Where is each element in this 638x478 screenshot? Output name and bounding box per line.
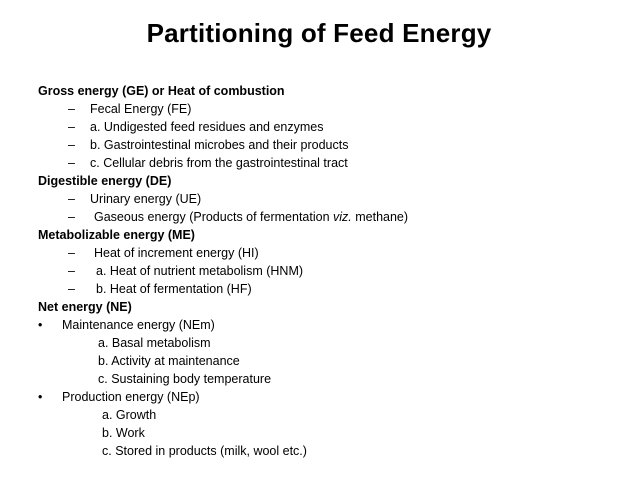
dash-marker: – [68, 246, 75, 260]
item-text: b. Activity at maintenance [98, 354, 240, 368]
item-text: a. Growth [102, 408, 157, 422]
item-text: c. Stored in products (milk, wool etc.) [102, 444, 307, 458]
dash-marker: – [68, 138, 75, 152]
bullet-marker: • [38, 318, 43, 332]
item-text: Fecal Energy (FE) [90, 102, 192, 116]
gaseous-text-italic: viz. [333, 210, 352, 224]
list-item-gaseous-energy [38, 208, 618, 226]
item-text: a. Heat of nutrient metabolism (HNM) [96, 264, 304, 278]
item-text: Production energy (NEp) [62, 390, 200, 404]
item-text: c. Cellular debris from the gastrointestinal tract [90, 156, 348, 170]
list-item-stored-products [38, 442, 618, 460]
list-item-production-energy [38, 388, 618, 406]
dash-marker: – [68, 210, 75, 224]
energy-outline [38, 82, 618, 460]
item-text: b. Work [102, 426, 145, 440]
dash-marker: – [68, 156, 75, 170]
list-item-basal-metabolism [38, 334, 618, 352]
item-text: Urinary energy (UE) [90, 192, 202, 206]
list-item-activity-maintenance [38, 352, 618, 370]
list-item-heat-nutrient-metabolism [38, 262, 618, 280]
list-item-heat-increment [38, 244, 618, 262]
list-item-maintenance-energy [38, 316, 618, 334]
dash-marker: – [68, 102, 75, 116]
dash-marker: – [68, 192, 75, 206]
dash-marker: – [68, 120, 75, 134]
page-title: Partitioning of Feed Energy [146, 18, 492, 48]
heading-net-energy: Net energy (NE) [38, 300, 132, 314]
heading-digestible-energy: Digestible energy (DE) [38, 174, 172, 188]
gaseous-text-post: methane) [351, 210, 409, 224]
dash-marker: – [68, 264, 75, 278]
item-text: Maintenance energy (NEm) [62, 318, 215, 332]
list-item-fecal-energy [38, 100, 618, 118]
item-text: a. Undigested feed residues and enzymes [90, 120, 324, 134]
list-item-body-temperature [38, 370, 618, 388]
item-text: b. Heat of fermentation (HF) [96, 282, 252, 296]
item-text: Heat of increment energy (HI) [94, 246, 259, 260]
heading-metabolizable-energy: Metabolizable energy (ME) [38, 228, 195, 242]
list-item-undigested-residues [38, 118, 618, 136]
dash-marker: – [68, 282, 75, 296]
item-text: b. Gastrointestinal microbes and their products [90, 138, 349, 152]
list-item-cellular-debris [38, 154, 618, 172]
heading-gross-energy: Gross energy (GE) or Heat of combustion [38, 84, 285, 98]
list-item-heat-fermentation [38, 280, 618, 298]
gaseous-text-pre: Gaseous energy (Products of fermentation [94, 210, 334, 224]
list-item-gi-microbes [38, 136, 618, 154]
list-item-urinary-energy [38, 190, 618, 208]
item-text: a. Basal metabolism [98, 336, 211, 350]
item-text: c. Sustaining body temperature [98, 372, 272, 386]
list-item-work [38, 424, 618, 442]
list-item-growth [38, 406, 618, 424]
bullet-marker: • [38, 390, 43, 404]
item-text [94, 208, 408, 226]
